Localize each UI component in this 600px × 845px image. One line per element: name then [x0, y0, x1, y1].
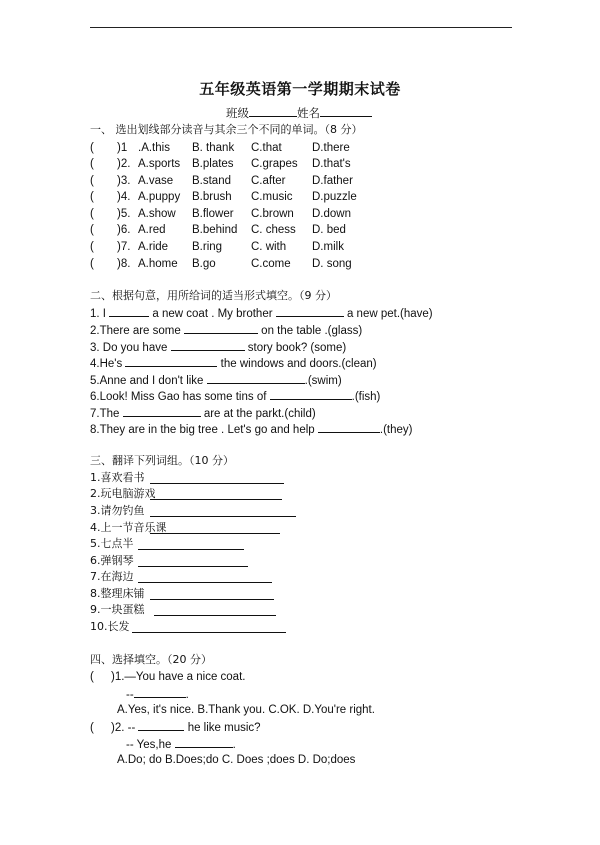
exam-title: 五年级英语第一学期期末试卷 — [199, 80, 401, 98]
answer-blank[interactable] — [318, 422, 380, 433]
phrase-label: 8.整理床铺 — [90, 587, 145, 600]
translate-item — [90, 587, 145, 601]
fill-item-2: 2.There are some on the table .(glass) — [90, 325, 363, 337]
phrase-label: 6.弹钢琴 — [90, 554, 134, 567]
option-b: B.go — [192, 258, 216, 270]
choice-reply-1: -- . — [126, 689, 189, 701]
answer-blank[interactable] — [276, 306, 344, 317]
answer-blank[interactable] — [171, 340, 245, 351]
answer-paren[interactable]: ( — [90, 191, 94, 203]
header-rule — [90, 27, 512, 28]
phrase-label: 1.喜欢看书 — [90, 471, 145, 484]
fill-item-4: 4.He's the windows and doors.(clean) — [90, 358, 377, 370]
choice-options-1: A.Yes, it's nice. B.Thank you. C.OK. D.You're right. — [117, 704, 375, 716]
phrase-label: 4.上一节音乐课 — [90, 521, 167, 534]
answer-blank[interactable] — [184, 323, 258, 334]
section3-heading: 三、翻译下列词组。（10 分） — [90, 454, 234, 467]
option-d: D. bed — [312, 224, 346, 236]
fill-item-7: 7.The are at the parkt.(child) — [90, 408, 316, 420]
answer-blank[interactable] — [150, 523, 280, 534]
translate-item — [90, 603, 145, 617]
option-d: D.puzzle — [312, 191, 357, 203]
translate-item — [90, 620, 130, 634]
answer-blank[interactable] — [150, 473, 284, 484]
option-b: B.flower — [192, 208, 234, 220]
answer-blank[interactable] — [138, 572, 272, 583]
option-d: D.milk — [312, 241, 344, 253]
option-c: C.that — [251, 142, 282, 154]
phrase-label: 9.一块蛋糕 — [90, 603, 145, 616]
item-number: )5. — [117, 208, 131, 220]
answer-paren[interactable]: ( — [90, 224, 94, 236]
choice-reply-2: -- Yes,he . — [126, 739, 236, 751]
option-a: A.vase — [138, 175, 174, 187]
answer-blank[interactable] — [270, 389, 352, 400]
answer-paren[interactable]: ( — [90, 208, 94, 220]
item-number: )4. — [117, 191, 131, 203]
item-number: )6. — [117, 224, 131, 236]
option-c: C.grapes — [251, 158, 298, 170]
class-label: 班级 — [226, 108, 249, 120]
fill-item-3: 3. Do you have story book? (some) — [90, 342, 347, 354]
option-b: B.behind — [192, 224, 238, 236]
answer-blank[interactable] — [150, 489, 282, 500]
answer-paren[interactable]: ( — [90, 158, 94, 170]
section1-heading: 一、 选出划线部分读音与其余三个不同的单词。（8 分） — [90, 123, 363, 136]
option-b: B.plates — [192, 158, 234, 170]
phrase-label: 2.玩电脑游戏 — [90, 487, 156, 500]
option-b: B. thank — [192, 142, 235, 154]
name-blank[interactable] — [320, 106, 372, 117]
answer-blank[interactable] — [150, 506, 296, 517]
answer-blank[interactable] — [134, 687, 186, 698]
choice-question-2: ( )2. -- he like music? — [90, 722, 261, 734]
section4-heading: 四、选择填空。（20 分） — [90, 653, 212, 666]
phrase-label: 7.在海边 — [90, 570, 134, 583]
answer-blank[interactable] — [154, 605, 276, 616]
option-a: A.ride — [138, 241, 169, 253]
option-d: D.there — [312, 142, 350, 154]
option-a: A.show — [138, 208, 176, 220]
phrase-label: 10.长发 — [90, 620, 130, 633]
option-d: D. song — [312, 258, 352, 270]
translate-item — [90, 537, 134, 551]
answer-blank[interactable] — [207, 373, 305, 384]
item-number: )7. — [117, 241, 131, 253]
option-c: C.music — [251, 191, 293, 203]
translate-item — [90, 504, 145, 518]
item-number: )1 — [117, 142, 128, 154]
translate-item — [90, 487, 156, 501]
answer-blank[interactable] — [109, 306, 149, 317]
choice-options-2: A.Do; do B.Does;do C. Does ;does D. Do;does — [117, 754, 356, 766]
translate-item — [90, 521, 167, 535]
class-blank[interactable] — [249, 106, 297, 117]
option-c: C. with — [251, 241, 287, 253]
option-d: D.down — [312, 208, 351, 220]
fill-item-1: 1. I a new coat . My brother a new pet.(have) — [90, 308, 433, 320]
answer-blank[interactable] — [132, 622, 286, 633]
option-a: A.sports — [138, 158, 181, 170]
option-d: D.father — [312, 175, 353, 187]
fill-item-5: 5.Anne and I don't like .(swim) — [90, 375, 342, 387]
answer-paren[interactable]: ( — [90, 142, 94, 154]
item-number: )3. — [117, 175, 131, 187]
item-number: )2. — [117, 158, 131, 170]
student-info — [226, 105, 372, 121]
option-c: C.come — [251, 258, 291, 270]
option-b: B.stand — [192, 175, 231, 187]
translate-item — [90, 471, 145, 485]
translate-item — [90, 554, 134, 568]
phrase-label: 5.七点半 — [90, 537, 134, 550]
answer-blank[interactable] — [125, 356, 217, 367]
fill-item-6: 6.Look! Miss Gao has some tins of .(fish) — [90, 391, 381, 403]
answer-paren[interactable]: ( — [90, 258, 94, 270]
option-c: C.after — [251, 175, 286, 187]
option-a: A.puppy — [138, 191, 181, 203]
choice-question-1: ( )1.—You have a nice coat. — [90, 671, 246, 683]
section2-heading: 二、根据句意，用所给词的适当形式填空。（9 分） — [90, 289, 337, 302]
option-d: D.that's — [312, 158, 351, 170]
answer-paren[interactable]: ( — [90, 241, 94, 253]
answer-blank[interactable] — [138, 539, 244, 550]
option-c: C.brown — [251, 208, 294, 220]
fill-item-8: 8.They are in the big tree . Let's go and help .(they) — [90, 424, 413, 436]
answer-blank[interactable] — [175, 737, 233, 748]
answer-blank[interactable] — [138, 720, 184, 731]
answer-blank[interactable] — [123, 406, 201, 417]
option-b: B.brush — [192, 191, 232, 203]
option-a: A.red — [138, 224, 166, 236]
answer-paren[interactable]: ( — [90, 175, 94, 187]
option-c: C. chess — [251, 224, 296, 236]
item-number: )8. — [117, 258, 131, 270]
answer-blank[interactable] — [138, 556, 248, 567]
phrase-label: 3.请勿钓鱼 — [90, 504, 145, 517]
translate-item — [90, 570, 134, 584]
option-b: B.ring — [192, 241, 223, 253]
name-label: 姓名 — [297, 108, 320, 120]
option-a: .A.this — [138, 142, 170, 154]
option-a: A.home — [138, 258, 178, 270]
answer-blank[interactable] — [150, 589, 274, 600]
